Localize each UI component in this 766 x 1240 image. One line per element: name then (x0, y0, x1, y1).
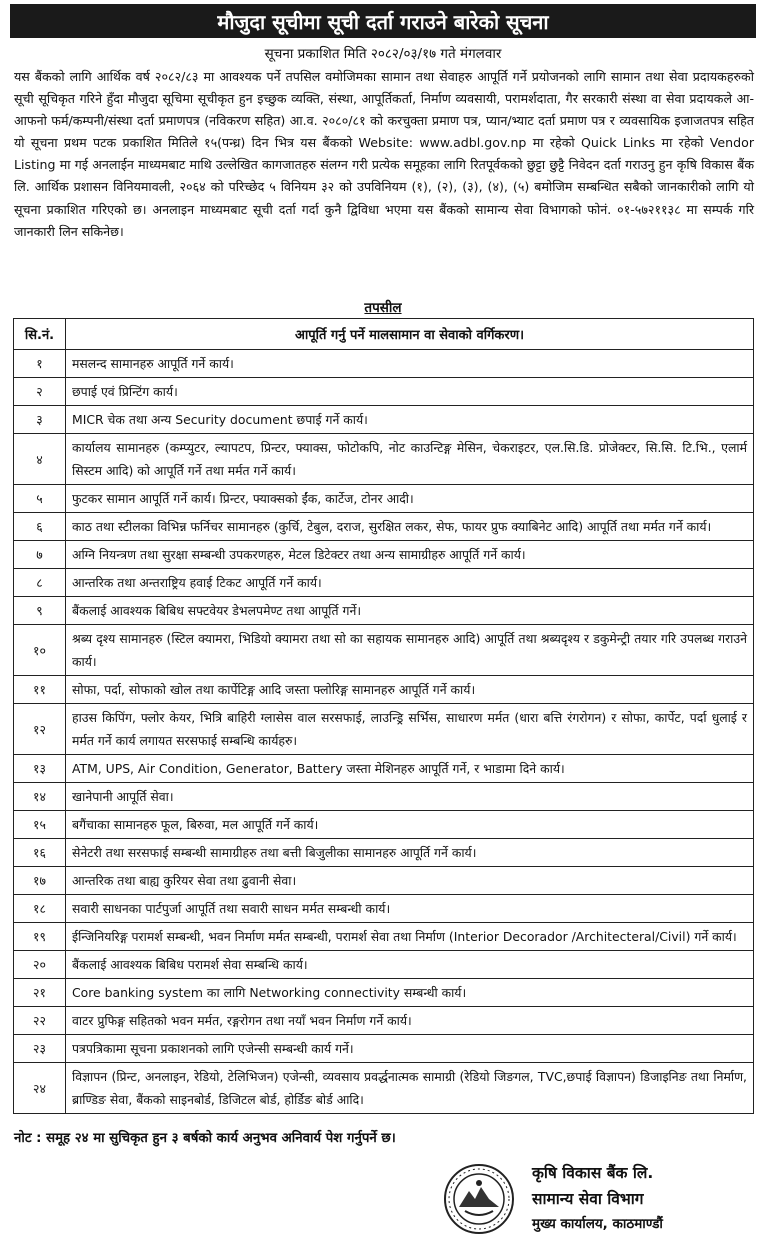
row-description: आन्तरिक तथा बाह्य कुरियर सेवा तथा ढुवानी सेवा। (66, 867, 754, 895)
row-serial-number: १३ (14, 755, 66, 783)
row-serial-number: १७ (14, 867, 66, 895)
table-row (14, 513, 754, 541)
table-row (14, 1035, 754, 1063)
row-serial-number: ४ (14, 434, 66, 485)
column-header-serial: सि.नं. (14, 319, 66, 350)
table-row (14, 979, 754, 1007)
row-serial-number: १८ (14, 895, 66, 923)
table-row (14, 434, 754, 485)
table-row (14, 597, 754, 625)
table-row (14, 625, 754, 676)
row-description: ईन्जिनियरिङ्ग परामर्श सम्बन्धी, भवन निर्माण मर्मत सम्बन्धी, परामर्श सेवा तथा निर्माण (Interior Decorador /Architecteral/Civil) गर्ने कार्य। (66, 923, 754, 951)
row-serial-number: ११ (14, 676, 66, 704)
signature-block (532, 1160, 762, 1236)
row-serial-number: २० (14, 951, 66, 979)
row-description: सेनेटरी तथा सरसफाई सम्बन्धी सामाग्रीहरु तथा बत्ती बिजुलीका सामानहरु आपूर्ति गर्ने कार्य। (66, 839, 754, 867)
row-description: बैंकलाई आवश्यक बिबिध परामर्श सेवा सम्बन्धि कार्य। (66, 951, 754, 979)
bank-seal-logo-icon (443, 1163, 515, 1235)
row-serial-number: २३ (14, 1035, 66, 1063)
table-row (14, 485, 754, 513)
signature-bank-name: कृषि विकास बैंक लि. (532, 1164, 654, 1182)
row-description: हाउस किपिंग, फ्लोर केयर, भित्रि बाहिरी ग्लासेस वाल सरसफाई, लाउन्ड्रि सर्भिस, साधारण मर्मत (धारा बत्ति रंगरोगन) र सोफा, कार्पेट, पर्दा धुलाई र मर्मत गर्ने कार्य लगायत सरसफाई सम्बन्धि कार्यहरु। (66, 704, 754, 755)
row-serial-number: २ (14, 378, 66, 406)
table-row (14, 378, 754, 406)
table-row (14, 867, 754, 895)
row-description: आन्तरिक तथा अन्तराष्ट्रिय हवाई टिकट आपूर्ति गर्ने कार्य। (66, 569, 754, 597)
row-serial-number: ३ (14, 406, 66, 434)
row-serial-number: १६ (14, 839, 66, 867)
notice-body: यस बैंकको लागि आर्थिक वर्ष २०८२/८३ मा आवश्यक पर्ने तपसिल वमोजिमका सामान तथा सेवाहरु आपूर्ति गर्ने प्रयोजनको लागि सामान तथा सेवा प्रदायकहरुको सूची सूचिकृत गरिने हुँदा मौजुदा सूचिमा सूचीकृत हुन इच्छुक व्यक्ति, संस्था, आपूर्तिकर्ता, निर्माण व्यवसायी, परामर्शदाता, गैर सरकारी संस्था वा सेवा प्रदायकले आ-आफनो फर्म/कम्पनी/संस्था दर्ता प्रमाणपत्र (नविकरण सहित) आ.व. २०८०/८१ को करचुक्ता प्रमाण पत्र, प्यान/भ्याट दर्ता प्रमाण पत्र र व्यवसायिक इजाजतपत्र सहित यो सूचना प्रथम पटक प्रकाशित मितिले १५(पन्ध्र) दिन भित्र यस बैंकको Website: www.adbl.gov.np मा रहेको Quick Links मा रहेको Vendor Listing मा गई अनलाईन माध्यमबाट माथि उल्लेखित कागजातहरु संलग्न गरी प्रत्येक समूहका लागि रितपूर्वकको छुट्टा छुट्टै निवेदन दर्ता गराउनु हुन कृषि विकास बैंक लि. आर्थिक प्रशासन विनियमावली, २०६४ को परिच्छेद ५ विनियम ३२ को उपविनियम (१), (२), (३), (४), (५) बमोजिम सम्बन्धित सबैको जानकारीको लागि यो सूचना प्रकाशित गरिएको छ। अनलाइन माध्यमबाट सूची दर्ता गर्दा कुनै द्विविधा भएमा यस बैंकको सामान्य सेवा विभागको फोनं. ०१-५७२११३८ मा सम्पर्क गरि जानकारी लिन सकिनेछ। (14, 69, 754, 239)
table-row (14, 350, 754, 378)
row-description: MICR चेक तथा अन्य Security document छपाई गर्ने कार्य। (66, 406, 754, 434)
signature-office: मुख्य कार्यालय, काठमाण्डौं (532, 1216, 663, 1232)
row-description: मसलन्द सामानहरु आपूर्ति गर्ने कार्य। (66, 350, 754, 378)
row-serial-number: १४ (14, 783, 66, 811)
schedule-body (14, 350, 754, 1114)
row-description: श्रब्य दृश्य सामानहरु (स्टिल क्यामरा, भिडियो क्यामरा तथा सो का सहायक सामानहरु आदि) आपूर्ति तथा श्रब्यदृश्य र डकुमेन्ट्री तयार गरि उपलब्ध गराउने कार्य। (66, 625, 754, 676)
table-row (14, 923, 754, 951)
row-serial-number: १५ (14, 811, 66, 839)
table-row (14, 1063, 754, 1114)
table-row (14, 569, 754, 597)
row-serial-number: ७ (14, 541, 66, 569)
row-description: सवारी साधनका पार्टपुर्जा आपूर्ति तथा सवारी साधन मर्मत सम्बन्धी कार्य। (66, 895, 754, 923)
table-row (14, 811, 754, 839)
schedule-header-row (14, 319, 754, 350)
table-row (14, 839, 754, 867)
schedule-table (13, 318, 754, 1114)
row-serial-number: ५ (14, 485, 66, 513)
table-row (14, 895, 754, 923)
schedule-heading: तपसील (364, 300, 402, 316)
table-row (14, 676, 754, 704)
signature-department: सामान्य सेवा विभाग (532, 1190, 644, 1208)
row-serial-number: १२ (14, 704, 66, 755)
column-header-category: आपूर्ति गर्नु पर्ने मालसामान वा सेवाको वर्गिकरण। (66, 319, 754, 350)
table-row (14, 951, 754, 979)
row-serial-number: १० (14, 625, 66, 676)
row-description: अग्नि नियन्त्रण तथा सुरक्षा सम्बन्धी उपकरणहरु, मेटल डिटेक्टर तथा अन्य सामाग्रीहरु आपूर्ति गर्ने कार्य। (66, 541, 754, 569)
table-row (14, 755, 754, 783)
row-description: कार्यालय सामानहरु (कम्प्युटर, ल्यापटप, प्रिन्टर, फ्याक्स, फोटोकपि, नोट काउन्टिङ्ग मेसिन, चेकराइटर, एल.सि.डि. प्रोजेक्टर, सि.सि. टि.भि., एलार्म सिस्टम आदि) को आपूर्ति गर्ने तथा मर्मत गर्ने कार्य। (66, 434, 754, 485)
row-description: छपाई एवं प्रिन्टिंग कार्य। (66, 378, 754, 406)
row-description: वाटर प्रुफिङ्ग सहितको भवन मर्मत, रङ्गरोगन तथा नयाँ भवन निर्माण गर्ने कार्य। (66, 1007, 754, 1035)
row-description: खानेपानी आपूर्ति सेवा। (66, 783, 754, 811)
note-text: नोट : समूह २४ मा सुचिकृत हुन ३ बर्षको कार्य अनुभव अनिवार्य पेश गर्नुपर्ने छ। (14, 1131, 396, 1146)
row-serial-number: २४ (14, 1063, 66, 1114)
row-description: Core banking system का लागि Networking connectivity सम्बन्धी कार्य। (66, 979, 754, 1007)
row-description: काठ तथा स्टीलका विभिन्न फर्निचर सामानहरु (कुर्चि, टेबुल, दराज, सुरक्षित लकर, सेफ, फायर प्रुफ क्याबिनेट आदि) आपूर्ति तथा मर्मत गर्ने कार्य। (66, 513, 754, 541)
row-serial-number: १९ (14, 923, 66, 951)
table-row (14, 783, 754, 811)
row-description: बैंकलाई आवश्यक बिबिध सफ्टवेयर डेभलपमेण्ट तथा आपूर्ति गर्ने। (66, 597, 754, 625)
publication-date: सूचना प्रकाशित मिति २०८२/०३/१७ गते मंगलवार (264, 46, 502, 62)
row-description: सोफा, पर्दा, सोफाको खोल तथा कार्पेटिङ्ग आदि जस्ता फ्लोरिङ्ग सामानहरु आपूर्ति गर्ने कार्य। (66, 676, 754, 704)
row-description: ATM, UPS, Air Condition, Generator, Battery जस्ता मेशिनहरु आपूर्ति गर्ने, र भाडामा दिने कार्य। (66, 755, 754, 783)
row-serial-number: ८ (14, 569, 66, 597)
table-row (14, 704, 754, 755)
row-description: फुटकर सामान आपूर्ति गर्ने कार्य। प्रिन्टर, फ्याक्सको ईंक, कार्टेज, टोनर आदी। (66, 485, 754, 513)
row-description: विज्ञापन (प्रिन्ट, अनलाइन, रेडियो, टेलिभिजन) एजेन्सी, व्यवसाय प्रवर्द्धनात्मक सामाग्री (रेडियो जिङगल, TVC,छपाई विज्ञापन) डिजाइनिङ तथा निर्माण, ब्राण्डिङ सेवा, बैंकको साइनबोर्ड, डिजिटल बोर्ड, होर्डिङ बोर्ड आदि। (66, 1063, 754, 1114)
row-description: पत्रपत्रिकामा सूचना प्रकाशनको लागि एजेन्सी सम्बन्धी कार्य गर्ने। (66, 1035, 754, 1063)
row-serial-number: १ (14, 350, 66, 378)
table-row (14, 406, 754, 434)
table-row (14, 541, 754, 569)
notice-title: मौजुदा सूचीमा सूची दर्ता गराउने बारेको सूचना (10, 4, 756, 38)
row-description: बगैंचाका सामानहरु फूल, बिरुवा, मल आपूर्ति गर्ने कार्य। (66, 811, 754, 839)
row-serial-number: ९ (14, 597, 66, 625)
row-serial-number: २२ (14, 1007, 66, 1035)
row-serial-number: २१ (14, 979, 66, 1007)
row-serial-number: ६ (14, 513, 66, 541)
table-row (14, 1007, 754, 1035)
